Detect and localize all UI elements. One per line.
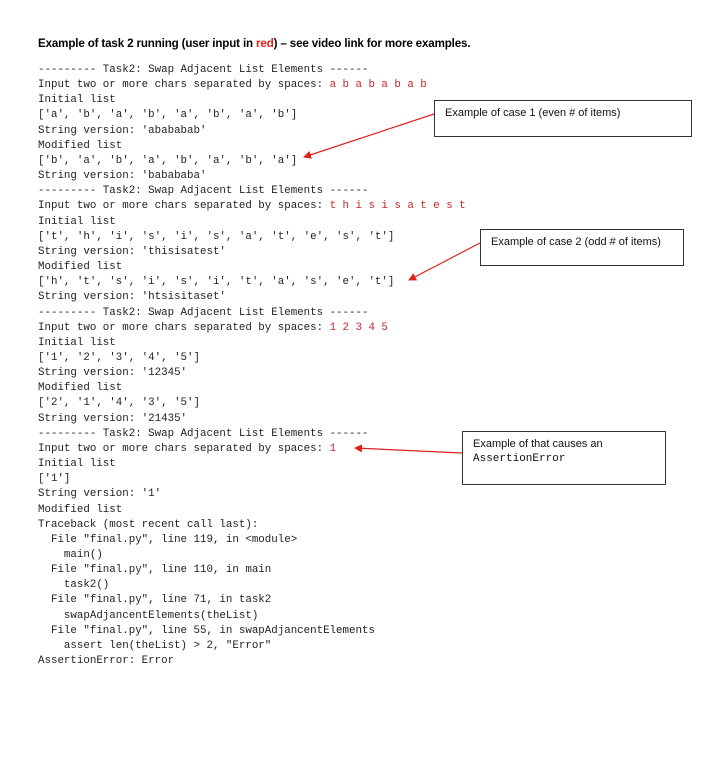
console-text: task2() xyxy=(38,579,110,592)
callout-case1 xyxy=(434,100,692,137)
callout-case1-text: Example of case 1 (even # of items) xyxy=(445,107,621,119)
console-text: File "final.py", line 71, in task2 xyxy=(38,594,272,607)
console-text: String version: '21435' xyxy=(38,412,188,425)
console-text: --------- Task2: Swap Adjacent List Elements ------ xyxy=(38,64,369,76)
console-text: ['1', '2', '3', '4', '5'] xyxy=(38,351,200,364)
user-input: 1 2 3 4 5 xyxy=(329,321,388,334)
console-text: Initial list xyxy=(38,336,116,349)
console-text: Modified list xyxy=(38,261,123,274)
console-text: String version: 'thisisatest' xyxy=(38,245,226,258)
console-text: Initial list xyxy=(38,94,116,107)
arrow-case1 xyxy=(304,114,434,157)
console-text: Initial list xyxy=(38,215,116,228)
console-text: Input two or more chars separated by spaces: xyxy=(38,79,330,92)
console-text: File "final.py", line 119, in <module> xyxy=(38,533,298,546)
console-text: String version: 'abababab' xyxy=(38,124,207,137)
arrow-case2 xyxy=(409,243,480,280)
console-text: Modified list xyxy=(38,139,123,152)
console-text: --------- Task2: Swap Adjacent List Elements ------ xyxy=(38,427,369,440)
console-text: ['b', 'a', 'b', 'a', 'b', 'a', 'b', 'a'] xyxy=(38,154,298,167)
console-text: Input two or more chars separated by spaces: xyxy=(38,442,330,455)
console-text: --------- Task2: Swap Adjacent List Elements ------ xyxy=(38,185,369,198)
console-text: ['1'] xyxy=(38,473,71,486)
console-text: assert len(theList) > 2, "Error" xyxy=(38,639,272,652)
console-text: String version: 'babababa' xyxy=(38,170,207,183)
console-text: main() xyxy=(38,549,103,561)
callout-case2-text: Example of case 2 (odd # of items) xyxy=(491,236,661,248)
console-text: --------- Task2: Swap Adjacent List Elements ------ xyxy=(38,306,369,319)
console-text: File "final.py", line 55, in swapAdjancentElements xyxy=(38,624,375,637)
console-text: String version: '12345' xyxy=(38,367,188,380)
title-red-word: red xyxy=(256,37,274,50)
title-text-end: ) – see video link for more examples. xyxy=(273,37,471,50)
console-text: AssertionError: Error xyxy=(38,655,175,668)
console-text: Modified list xyxy=(38,503,123,516)
title-text: Example of task 2 running (user input in xyxy=(38,37,257,50)
console-text: Input two or more chars separated by spaces: xyxy=(38,321,330,334)
arrow-error xyxy=(355,448,462,453)
console-text: Modified list xyxy=(38,382,123,395)
console-text: ['a', 'b', 'a', 'b', 'a', 'b', 'a', 'b'] xyxy=(38,109,298,122)
user-input: a b a b a b a b xyxy=(329,79,427,92)
callout-case2 xyxy=(480,229,684,266)
console-text: String version: 'htsisitaset' xyxy=(38,291,226,304)
user-input: 1 xyxy=(329,442,337,455)
console-text: ['2', '1', '4', '3', '5'] xyxy=(38,397,200,410)
callout-error-code: AssertionError xyxy=(473,453,566,465)
console-text: Input two or more chars separated by spaces: xyxy=(38,200,330,213)
console-text: swapAdjancentElements(theList) xyxy=(38,609,259,622)
callout-error xyxy=(462,431,666,485)
console-text: String version: '1' xyxy=(38,488,162,501)
console-text: ['h', 't', 's', 'i', 's', 'i', 't', 'a', 's', 'e', 't'] xyxy=(38,276,395,289)
console-text: Traceback (most recent call last): xyxy=(38,518,259,531)
callout-error-text: Example of that causes an xyxy=(473,438,603,450)
console-text: Initial list xyxy=(38,458,116,471)
console-text: ['t', 'h', 'i', 's', 'i', 's', 'a', 't', 'e', 's', 't'] xyxy=(38,230,395,243)
console-text: File "final.py", line 110, in main xyxy=(38,564,272,577)
user-input: t h i s i s a t e s t xyxy=(329,200,466,213)
